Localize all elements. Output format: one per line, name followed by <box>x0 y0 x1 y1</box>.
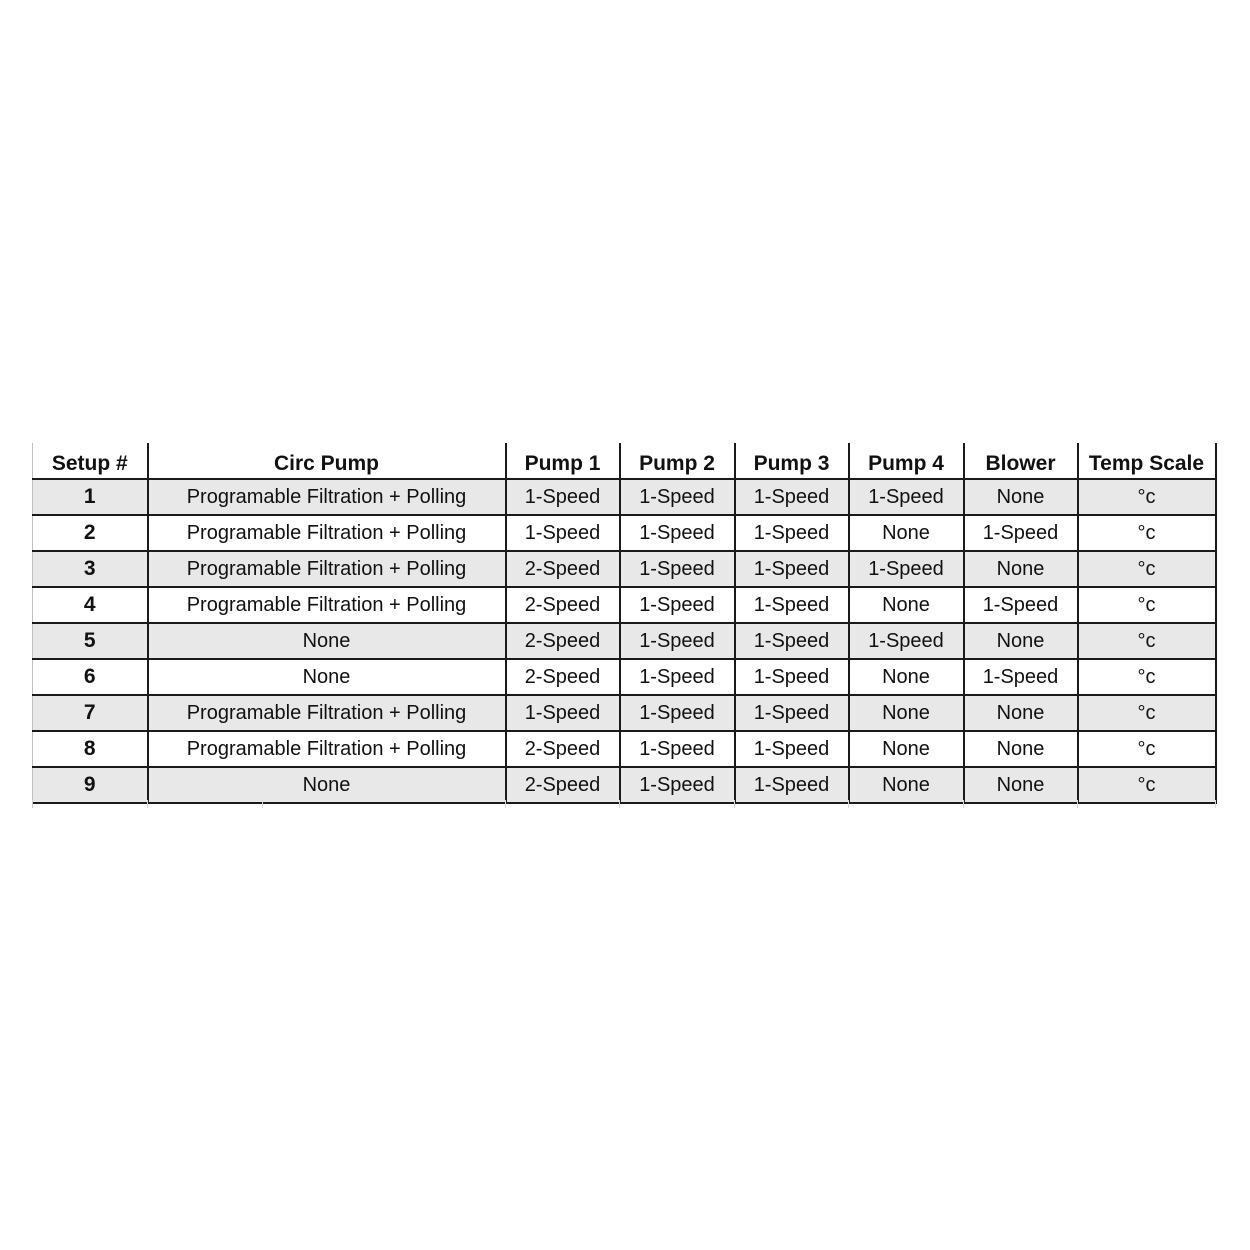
cell-pump-2: 1-Speed <box>620 515 735 551</box>
cell-circ-pump: None <box>148 659 506 695</box>
table-row <box>33 515 1216 551</box>
cell-blower: 1-Speed <box>964 659 1078 695</box>
trailing-gridline <box>32 800 1216 808</box>
cell-circ-pump: Programable Filtration + Polling <box>148 551 506 587</box>
cell-setup: 2 <box>33 515 148 551</box>
cell-temp-scale: °c <box>1078 551 1216 587</box>
cell-pump-1: 1-Speed <box>506 479 620 515</box>
table-row <box>33 551 1216 587</box>
cell-circ-pump: Programable Filtration + Polling <box>148 479 506 515</box>
cell-blower: None <box>964 695 1078 731</box>
header-temp-scale: Temp Scale <box>1078 443 1216 479</box>
cell-setup: 1 <box>33 479 148 515</box>
cell-blower: None <box>964 551 1078 587</box>
cell-pump-3: 1-Speed <box>735 515 849 551</box>
table-row <box>33 767 1216 803</box>
cell-pump-1: 1-Speed <box>506 695 620 731</box>
cell-circ-pump: Programable Filtration + Polling <box>148 515 506 551</box>
table-row <box>33 695 1216 731</box>
cell-blower: None <box>964 479 1078 515</box>
cell-pump-3: 1-Speed <box>735 731 849 767</box>
cell-pump-1: 2-Speed <box>506 623 620 659</box>
cell-pump-1: 2-Speed <box>506 731 620 767</box>
cell-pump-4: 1-Speed <box>849 551 964 587</box>
cell-blower: 1-Speed <box>964 515 1078 551</box>
cell-temp-scale: °c <box>1078 515 1216 551</box>
cell-temp-scale: °c <box>1078 731 1216 767</box>
header-pump-4: Pump 4 <box>849 443 964 479</box>
cell-pump-3: 1-Speed <box>735 767 849 803</box>
cell-blower: None <box>964 623 1078 659</box>
cell-setup: 6 <box>33 659 148 695</box>
cell-pump-3: 1-Speed <box>735 623 849 659</box>
cell-pump-2: 1-Speed <box>620 695 735 731</box>
cell-pump-1: 2-Speed <box>506 551 620 587</box>
cell-setup: 8 <box>33 731 148 767</box>
cell-pump-2: 1-Speed <box>620 659 735 695</box>
header-blower: Blower <box>964 443 1078 479</box>
cell-circ-pump: None <box>148 623 506 659</box>
cell-setup: 9 <box>33 767 148 803</box>
cell-setup: 7 <box>33 695 148 731</box>
cell-pump-4: None <box>849 695 964 731</box>
cell-blower: None <box>964 767 1078 803</box>
table-row <box>33 479 1216 515</box>
header-pump-3: Pump 3 <box>735 443 849 479</box>
table-row <box>33 623 1216 659</box>
header-row <box>33 443 1216 479</box>
cell-circ-pump: Programable Filtration + Polling <box>148 695 506 731</box>
cell-setup: 3 <box>33 551 148 587</box>
cell-temp-scale: °c <box>1078 659 1216 695</box>
cell-circ-pump: None <box>148 767 506 803</box>
cell-circ-pump: Programable Filtration + Polling <box>148 731 506 767</box>
cell-circ-pump: Programable Filtration + Polling <box>148 587 506 623</box>
cell-pump-2: 1-Speed <box>620 587 735 623</box>
cell-pump-3: 1-Speed <box>735 551 849 587</box>
cell-pump-2: 1-Speed <box>620 623 735 659</box>
cell-blower: 1-Speed <box>964 587 1078 623</box>
cell-pump-3: 1-Speed <box>735 695 849 731</box>
table-row <box>33 587 1216 623</box>
cell-pump-3: 1-Speed <box>735 659 849 695</box>
cell-pump-4: 1-Speed <box>849 623 964 659</box>
cell-pump-4: None <box>849 767 964 803</box>
table-body <box>33 479 1216 803</box>
cell-pump-1: 1-Speed <box>506 515 620 551</box>
cell-pump-3: 1-Speed <box>735 587 849 623</box>
cell-pump-4: None <box>849 731 964 767</box>
cell-pump-2: 1-Speed <box>620 479 735 515</box>
cell-pump-4: None <box>849 659 964 695</box>
cell-temp-scale: °c <box>1078 623 1216 659</box>
cell-temp-scale: °c <box>1078 767 1216 803</box>
cell-pump-4: 1-Speed <box>849 479 964 515</box>
cell-pump-4: None <box>849 515 964 551</box>
cell-pump-3: 1-Speed <box>735 479 849 515</box>
setup-table <box>32 443 1217 804</box>
cell-pump-2: 1-Speed <box>620 551 735 587</box>
cell-pump-2: 1-Speed <box>620 731 735 767</box>
cell-pump-4: None <box>849 587 964 623</box>
cell-temp-scale: °c <box>1078 479 1216 515</box>
cell-pump-2: 1-Speed <box>620 767 735 803</box>
cell-pump-1: 2-Speed <box>506 659 620 695</box>
cell-pump-1: 2-Speed <box>506 767 620 803</box>
cell-temp-scale: °c <box>1078 695 1216 731</box>
header-setup: Setup # <box>33 443 148 479</box>
cell-temp-scale: °c <box>1078 587 1216 623</box>
cell-blower: None <box>964 731 1078 767</box>
cell-pump-1: 2-Speed <box>506 587 620 623</box>
table-row <box>33 659 1216 695</box>
cell-setup: 4 <box>33 587 148 623</box>
table-row <box>33 731 1216 767</box>
header-circ-pump: Circ Pump <box>148 443 506 479</box>
cell-setup: 5 <box>33 623 148 659</box>
header-pump-2: Pump 2 <box>620 443 735 479</box>
header-pump-1: Pump 1 <box>506 443 620 479</box>
